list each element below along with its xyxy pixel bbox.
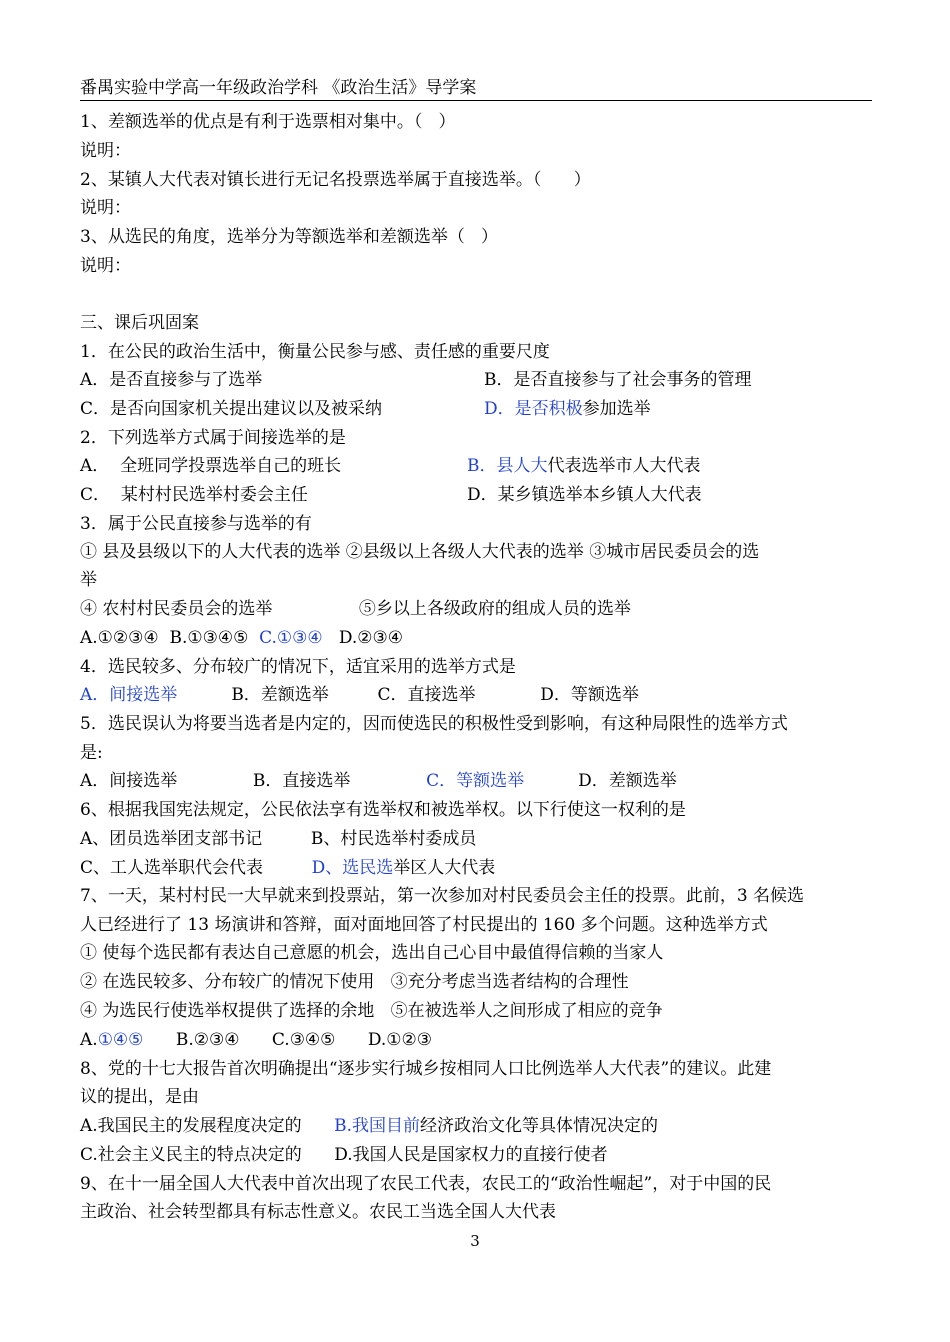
- text-line: [484, 397, 651, 421]
- highlighted-text: C．等额选举: [426, 771, 525, 791]
- text-line: [80, 941, 663, 965]
- text-line: [80, 626, 403, 650]
- text-run: A、团员选举团支部书记 B、村民选举村委成员: [80, 829, 477, 849]
- text-run: 议的提出，是由: [80, 1087, 199, 1107]
- text-run: 经济政治文化等具体情况决定的: [420, 1116, 659, 1136]
- text-run: 举区人大代表: [393, 858, 496, 878]
- text-run: 说明：: [80, 198, 131, 218]
- text-run: C． 某村村民选举村委会主任: [80, 485, 308, 505]
- text-line: [80, 1143, 608, 1167]
- text-line: [80, 568, 97, 592]
- highlighted-text: C.①③④: [259, 628, 323, 648]
- highlighted-text: B.我国目前: [334, 1116, 421, 1136]
- text-run: C.社会主义民主的特点决定的 D.我国人民是国家权力的直接行使者: [80, 1145, 608, 1165]
- text-run: 参加选举: [582, 399, 651, 419]
- text-line: [80, 856, 495, 880]
- text-run: 2、某镇人大代表对镇长进行无记名投票选举属于直接选举。（ ）: [80, 170, 591, 190]
- text-line: [80, 741, 103, 765]
- text-run: D．某乡镇选举本乡镇人大代表: [467, 485, 702, 505]
- text-line: [80, 368, 262, 392]
- text-run: ① 使每个选民都有表达自己意愿的机会，选出自己心目中最值得信赖的当家人: [80, 943, 664, 963]
- text-line: [80, 655, 516, 679]
- text-run: A.①②③④ B.①③④⑤: [80, 628, 260, 648]
- text-run: B．差额选举 C．直接选举 D．等额选举: [177, 685, 639, 705]
- text-run: D.②③④: [322, 628, 404, 648]
- text-line: [80, 426, 346, 450]
- text-line: [80, 110, 456, 134]
- text-line: [80, 397, 382, 421]
- text-run: 主政治、社会转型都具有标志性意义。农民工当选全国人大代表: [80, 1202, 556, 1222]
- text-run: 9、在十一届全国人大代表中首次出现了农民工代表，农民工的“政治性崛起”，对于中国的民: [80, 1174, 772, 1194]
- text-line: [80, 827, 476, 851]
- text-line: [80, 512, 312, 536]
- highlighted-text: D、选民选: [311, 858, 394, 878]
- text-run: 6、根据我国宪法规定，公民依法享有选举权和被选举权。以下行使这一权利的是: [80, 800, 686, 820]
- text-run: A．是否直接参与了选举: [80, 370, 263, 390]
- text-run: A． 全班同学投票选举自己的班长: [80, 456, 342, 476]
- text-run: 3．属于公民直接参与选举的有: [80, 514, 312, 534]
- text-line: [80, 1200, 556, 1224]
- text-run: 5．选民误认为将要当选者是内定的，因而使选民的积极性受到影响，有这种局限性的选举方式: [80, 714, 788, 734]
- text-run: ② 在选民较多、分布较广的情况下使用 ③充分考虑当选者结构的合理性: [80, 972, 629, 992]
- text-line: [80, 540, 759, 564]
- highlighted-text: ①④⑤: [97, 1030, 144, 1050]
- text-line: [80, 225, 498, 249]
- text-run: ④ 农村村民委员会的选举 ⑤乡以上各级政府的组成人员的选举: [80, 599, 631, 619]
- text-run: 三、课后巩固案: [80, 313, 199, 333]
- text-run: 说明：: [80, 256, 131, 276]
- text-line: [80, 1172, 771, 1196]
- text-line: [80, 999, 663, 1023]
- text-line: [80, 1028, 432, 1052]
- text-run: A．间接选举 B．直接选举: [80, 771, 427, 791]
- text-run: 2．下列选举方式属于间接选举的是: [80, 428, 346, 448]
- text-line: [80, 1057, 771, 1081]
- text-run: B.②③④ C.③④⑤ D.①②③: [143, 1030, 432, 1050]
- text-line: [80, 884, 804, 908]
- page-number: 3: [470, 1232, 480, 1250]
- highlighted-text: A．间接选举: [80, 685, 178, 705]
- text-line: [467, 454, 701, 478]
- page-header: 番禺实验中学高一年级政治学科 《政治生活》导学案: [80, 76, 872, 101]
- text-run: 8、党的十七大报告首次明确提出“逐步实行城乡按相同人口比例选举人大代表”的建议。此建: [80, 1059, 772, 1079]
- text-line: [80, 970, 629, 994]
- text-run: 举: [80, 570, 97, 590]
- text-line: [80, 597, 631, 621]
- highlighted-text: B．县人大: [467, 456, 548, 476]
- text-line: [80, 913, 768, 937]
- text-run: A.: [80, 1030, 98, 1050]
- highlighted-text: D．是否积极: [484, 399, 583, 419]
- text-run: A.我国民主的发展程度决定的: [80, 1116, 335, 1136]
- text-run: 1．在公民的政治生活中，衡量公民参与感、责任感的重要尺度: [80, 342, 550, 362]
- text-run: C、工人选举职代会代表: [80, 858, 312, 878]
- text-line: [80, 769, 677, 793]
- text-run: 是:: [80, 743, 103, 763]
- text-line: [80, 168, 591, 192]
- text-line: [80, 311, 199, 335]
- text-run: C．是否向国家机关提出建议以及被采纳: [80, 399, 383, 419]
- text-run: ④ 为选民行使选举权提供了选择的余地 ⑤在被选举人之间形成了相应的竞争: [80, 1001, 663, 1021]
- text-run: 7、一天，某村村民一大早就来到投票站，第一次参加对村民委员会主任的投票。此前，3 名候选: [80, 886, 805, 906]
- text-run: ① 县及县级以下的人大代表的选举 ②县级以上各级人大代表的选举 ③城市居民委员会的选: [80, 542, 760, 562]
- text-run: 3、从选民的角度，选举分为等额选举和差额选举（ ）: [80, 227, 499, 247]
- text-line: [80, 483, 308, 507]
- text-line: [80, 454, 341, 478]
- text-run: D．差额选举: [524, 771, 677, 791]
- text-line: [80, 712, 788, 736]
- text-run: 1、差额选举的优点是有利于选票相对集中。（ ）: [80, 112, 456, 132]
- text-line: [80, 798, 686, 822]
- text-line: [80, 1114, 658, 1138]
- text-line: [80, 139, 131, 163]
- text-line: [80, 1085, 199, 1109]
- text-line: [80, 254, 131, 278]
- text-line: [484, 368, 752, 392]
- text-line: [80, 196, 131, 220]
- text-run: 说明：: [80, 141, 131, 161]
- text-run: 代表选举市人大代表: [547, 456, 701, 476]
- text-line: [467, 483, 702, 507]
- text-run: 人已经进行了 13 场演讲和答辩，面对面地回答了村民提出的 160 多个问题。这种选举方式: [80, 915, 768, 935]
- text-line: [80, 340, 550, 364]
- text-run: 4．选民较多、分布较广的情况下，适宜采用的选举方式是: [80, 657, 516, 677]
- text-line: [80, 683, 639, 707]
- text-run: B．是否直接参与了社会事务的管理: [484, 370, 752, 390]
